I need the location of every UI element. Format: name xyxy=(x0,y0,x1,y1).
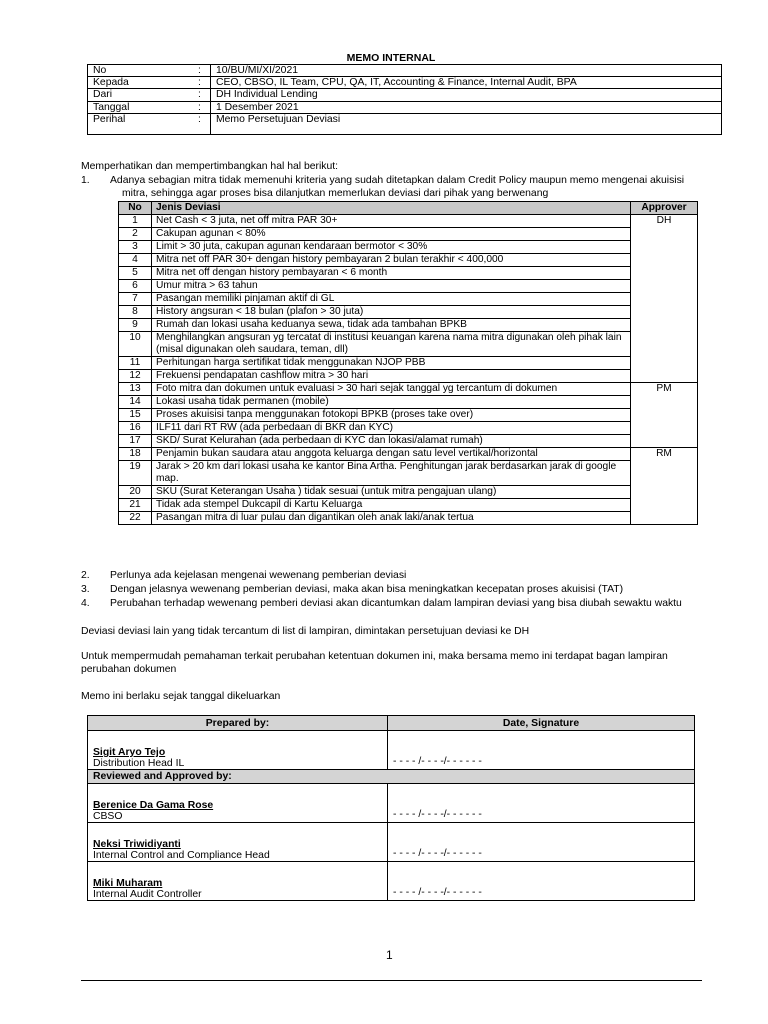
deviation-jenis: Penjamin bukan saudara atau anggota keluarga dengan satu level vertikal/horizontal xyxy=(152,448,631,461)
header-label: Tanggal xyxy=(88,101,194,113)
deviation-row xyxy=(119,254,698,267)
deviation-table xyxy=(118,201,698,525)
point-number: 2. xyxy=(81,570,90,581)
deviation-no: 21 xyxy=(119,499,152,512)
col-no: No xyxy=(119,202,152,215)
deviation-row xyxy=(119,461,698,486)
deviation-no: 6 xyxy=(119,280,152,293)
deviation-no: 10 xyxy=(119,332,152,357)
deviation-no: 14 xyxy=(119,396,152,409)
deviation-jenis: Cakupan agunan < 80% xyxy=(152,228,631,241)
header-row-no xyxy=(88,65,722,77)
intro-text: Memperhatikan dan mempertimbangkan hal hal berikut: xyxy=(81,161,339,172)
paragraph-bagan-line-2: perubahan dokumen xyxy=(81,664,177,675)
deviation-jenis: ILF11 dari RT RW (ada perbedaan di BKR dan KYC) xyxy=(152,422,631,435)
deviation-jenis: SKU (Surat Keterangan Usaha ) tidak sesuai (untuk mitra pengajuan ulang) xyxy=(152,486,631,499)
deviation-row xyxy=(119,486,698,499)
point-number: 4. xyxy=(81,598,90,609)
header-row-kepada xyxy=(88,77,722,89)
page-number: 1 xyxy=(386,948,393,962)
date-signature-field: - - - - /- - - -/- - - - - - xyxy=(388,731,695,770)
deviation-jenis: Proses akuisisi tanpa menggunakan fotokopi BPKB (proses take over) xyxy=(152,409,631,422)
deviation-row xyxy=(119,383,698,396)
deviation-jenis: Lokasi usaha tidak permanen (mobile) xyxy=(152,396,631,409)
signature-table xyxy=(87,715,695,901)
deviation-row xyxy=(119,370,698,383)
signature-header xyxy=(88,716,695,731)
reviewed-approved-heading: Reviewed and Approved by: xyxy=(88,770,695,784)
deviation-jenis: Rumah dan lokasi usaha keduanya sewa, tidak ada tambahan BPKB xyxy=(152,319,631,332)
signatory-role: Internal Control and Compliance Head xyxy=(93,850,270,861)
header-sep: : xyxy=(193,77,211,89)
deviation-jenis: Frekuensi pendapatan cashflow mitra > 30 hari xyxy=(152,370,631,383)
deviation-jenis: Net Cash < 3 juta, net off mitra PAR 30+ xyxy=(152,215,631,228)
deviation-jenis: Mitra net off dengan history pembayaran < 6 month xyxy=(152,267,631,280)
deviation-row xyxy=(119,241,698,254)
signatory-cell xyxy=(88,784,388,823)
deviation-table-body xyxy=(119,215,698,525)
date-signature-field: - - - - /- - - -/- - - - - - xyxy=(388,862,695,901)
deviation-no: 9 xyxy=(119,319,152,332)
reviewed-header-row xyxy=(88,770,695,784)
col-jenis-deviasi: Jenis Deviasi xyxy=(152,202,631,215)
deviation-row xyxy=(119,512,698,525)
point-3-text: Dengan jelasnya wewenang pemberian deviasi, maka akan bisa meningkatkan kecepatan proses akuisisi (TAT) xyxy=(110,584,624,595)
deviation-no: 12 xyxy=(119,370,152,383)
deviation-row xyxy=(119,280,698,293)
header-label: No xyxy=(88,65,194,77)
header-sep: : xyxy=(193,101,211,113)
header-label: Kepada xyxy=(88,77,194,89)
header-value: Memo Persetujuan Deviasi xyxy=(211,113,722,134)
header-sep: : xyxy=(193,113,211,134)
deviation-no: 5 xyxy=(119,267,152,280)
deviation-jenis: Menghilangkan angsuran yg tercatat di institusi keuangan karena nama mitra digunakan oleh pihak lain (misal digunakan oleh saudara, teman, dll) xyxy=(152,332,631,357)
point-1-line-1: Adanya sebagian mitra tidak memenuhi kriteria yang sudah ditetapkan dalam Credit Policy maupun memo mengenai akuisisi xyxy=(110,175,685,186)
paragraph-bagan-line-1: Untuk mempermudah pemahaman terkait perubahan ketentuan dokumen ini, maka bersama memo ini terdapat bagan lampiran xyxy=(81,651,668,662)
date-signature-heading: Date, Signature xyxy=(388,716,695,731)
header-label: Perihal xyxy=(88,113,194,134)
paragraph-berlaku: Memo ini berlaku sejak tanggal dikeluarkan xyxy=(81,691,281,702)
deviation-table-header xyxy=(119,202,698,215)
point-2-text: Perlunya ada kejelasan mengenai wewenang pemberian deviasi xyxy=(110,570,407,581)
deviation-no: 15 xyxy=(119,409,152,422)
deviation-no: 13 xyxy=(119,383,152,396)
deviation-row xyxy=(119,435,698,448)
deviation-row xyxy=(119,448,698,461)
approver-cell: RM xyxy=(631,448,698,525)
date-signature-field: - - - - /- - - -/- - - - - - xyxy=(388,784,695,823)
header-row-tanggal xyxy=(88,101,722,113)
deviation-row xyxy=(119,306,698,319)
point-number: 3. xyxy=(81,584,90,595)
deviation-jenis: Pasangan memiliki pinjaman aktif di GL xyxy=(152,293,631,306)
signatory-name: Sigit Aryo Tejo xyxy=(93,747,166,758)
deviation-jenis: Mitra net off PAR 30+ dengan history pembayaran 2 bulan terakhir < 400,000 xyxy=(152,254,631,267)
point-number: 1. xyxy=(81,175,90,186)
header-row-perihal xyxy=(88,113,722,134)
point-1-line-2: mitra, sehingga agar proses bisa dilanjutkan memerlukan deviasi dari pihak yang berwenang xyxy=(122,188,549,199)
deviation-no: 16 xyxy=(119,422,152,435)
deviation-row xyxy=(119,409,698,422)
deviation-no: 22 xyxy=(119,512,152,525)
signature-row-approver xyxy=(88,862,695,901)
signatory-role: Distribution Head IL xyxy=(93,758,185,769)
deviation-jenis: Foto mitra dan dokumen untuk evaluasi > 30 hari sejak tanggal yg tercantum di dokumen xyxy=(152,383,631,396)
footer-divider xyxy=(81,980,702,981)
deviation-row xyxy=(119,357,698,370)
signatory-cell xyxy=(88,862,388,901)
header-value: 1 Desember 2021 xyxy=(211,101,722,113)
approver-cell: DH xyxy=(631,215,698,383)
deviation-row xyxy=(119,499,698,512)
deviation-row xyxy=(119,396,698,409)
signature-row-prepared xyxy=(88,731,695,770)
date-signature-field: - - - - /- - - -/- - - - - - xyxy=(388,823,695,862)
deviation-jenis: Pasangan mitra di luar pulau dan digantikan oleh anak laki/anak tertua xyxy=(152,512,631,525)
signatory-name: Berenice Da Gama Rose xyxy=(93,800,214,811)
deviation-no: 11 xyxy=(119,357,152,370)
deviation-jenis: Limit > 30 juta, cakupan agunan kendaraan bermotor < 30% xyxy=(152,241,631,254)
deviation-row xyxy=(119,293,698,306)
deviation-no: 19 xyxy=(119,461,152,486)
deviation-no: 17 xyxy=(119,435,152,448)
signatory-role: Internal Audit Controller xyxy=(93,889,202,900)
header-sep: : xyxy=(193,65,211,77)
deviation-row xyxy=(119,228,698,241)
header-value: CEO, CBSO, IL Team, CPU, QA, IT, Accounting & Finance, Internal Audit, BPA xyxy=(211,77,722,89)
signatory-cell xyxy=(88,731,388,770)
prepared-by-heading: Prepared by: xyxy=(88,716,388,731)
signatory-cell xyxy=(88,823,388,862)
deviation-row xyxy=(119,332,698,357)
deviation-no: 18 xyxy=(119,448,152,461)
deviation-row xyxy=(119,319,698,332)
deviation-no: 1 xyxy=(119,215,152,228)
deviation-jenis: SKD/ Surat Kelurahan (ada perbedaan di KYC dan lokasi/alamat rumah) xyxy=(152,435,631,448)
deviation-no: 4 xyxy=(119,254,152,267)
header-value: DH Individual Lending xyxy=(211,89,722,101)
paragraph-deviasi: Deviasi deviasi lain yang tidak tercantum di list di lampiran, dimintakan persetujuan deviasi ke DH xyxy=(81,626,530,637)
header-label: Dari xyxy=(88,89,194,101)
deviation-jenis: Tidak ada stempel Dukcapil di Kartu Keluarga xyxy=(152,499,631,512)
memo-title: MEMO INTERNAL xyxy=(346,52,436,64)
point-4-text: Perubahan terhadap wewenang pemberi deviasi akan dicantumkan dalam lampiran deviasi yang bisa diubah sewaktu waktu xyxy=(110,598,682,609)
deviation-no: 8 xyxy=(119,306,152,319)
deviation-no: 7 xyxy=(119,293,152,306)
header-row-dari xyxy=(88,89,722,101)
header-value: 10/BU/MI/XI/2021 xyxy=(211,65,722,77)
signatory-role: CBSO xyxy=(93,811,123,822)
col-approver: Approver xyxy=(631,202,698,215)
deviation-jenis: Perhitungan harga sertifikat tidak menggunakan NJOP PBB xyxy=(152,357,631,370)
signature-row-approver xyxy=(88,784,695,823)
deviation-no: 20 xyxy=(119,486,152,499)
signature-row-approver xyxy=(88,823,695,862)
deviation-jenis: History angsuran < 18 bulan (plafon > 30 juta) xyxy=(152,306,631,319)
deviation-no: 2 xyxy=(119,228,152,241)
signatory-name: Miki Muharam xyxy=(93,878,163,889)
deviation-row xyxy=(119,267,698,280)
deviation-jenis: Umur mitra > 63 tahun xyxy=(152,280,631,293)
deviation-row xyxy=(119,422,698,435)
deviation-row xyxy=(119,215,698,228)
memo-header-table xyxy=(87,64,722,135)
deviation-jenis: Jarak > 20 km dari lokasi usaha ke kantor Bina Artha. Penghitungan jarak berdasarkan jarak di google map. xyxy=(152,461,631,486)
approver-cell: PM xyxy=(631,383,698,448)
signatory-name: Neksi Triwidiyanti xyxy=(93,839,181,850)
header-sep: : xyxy=(193,89,211,101)
deviation-no: 3 xyxy=(119,241,152,254)
